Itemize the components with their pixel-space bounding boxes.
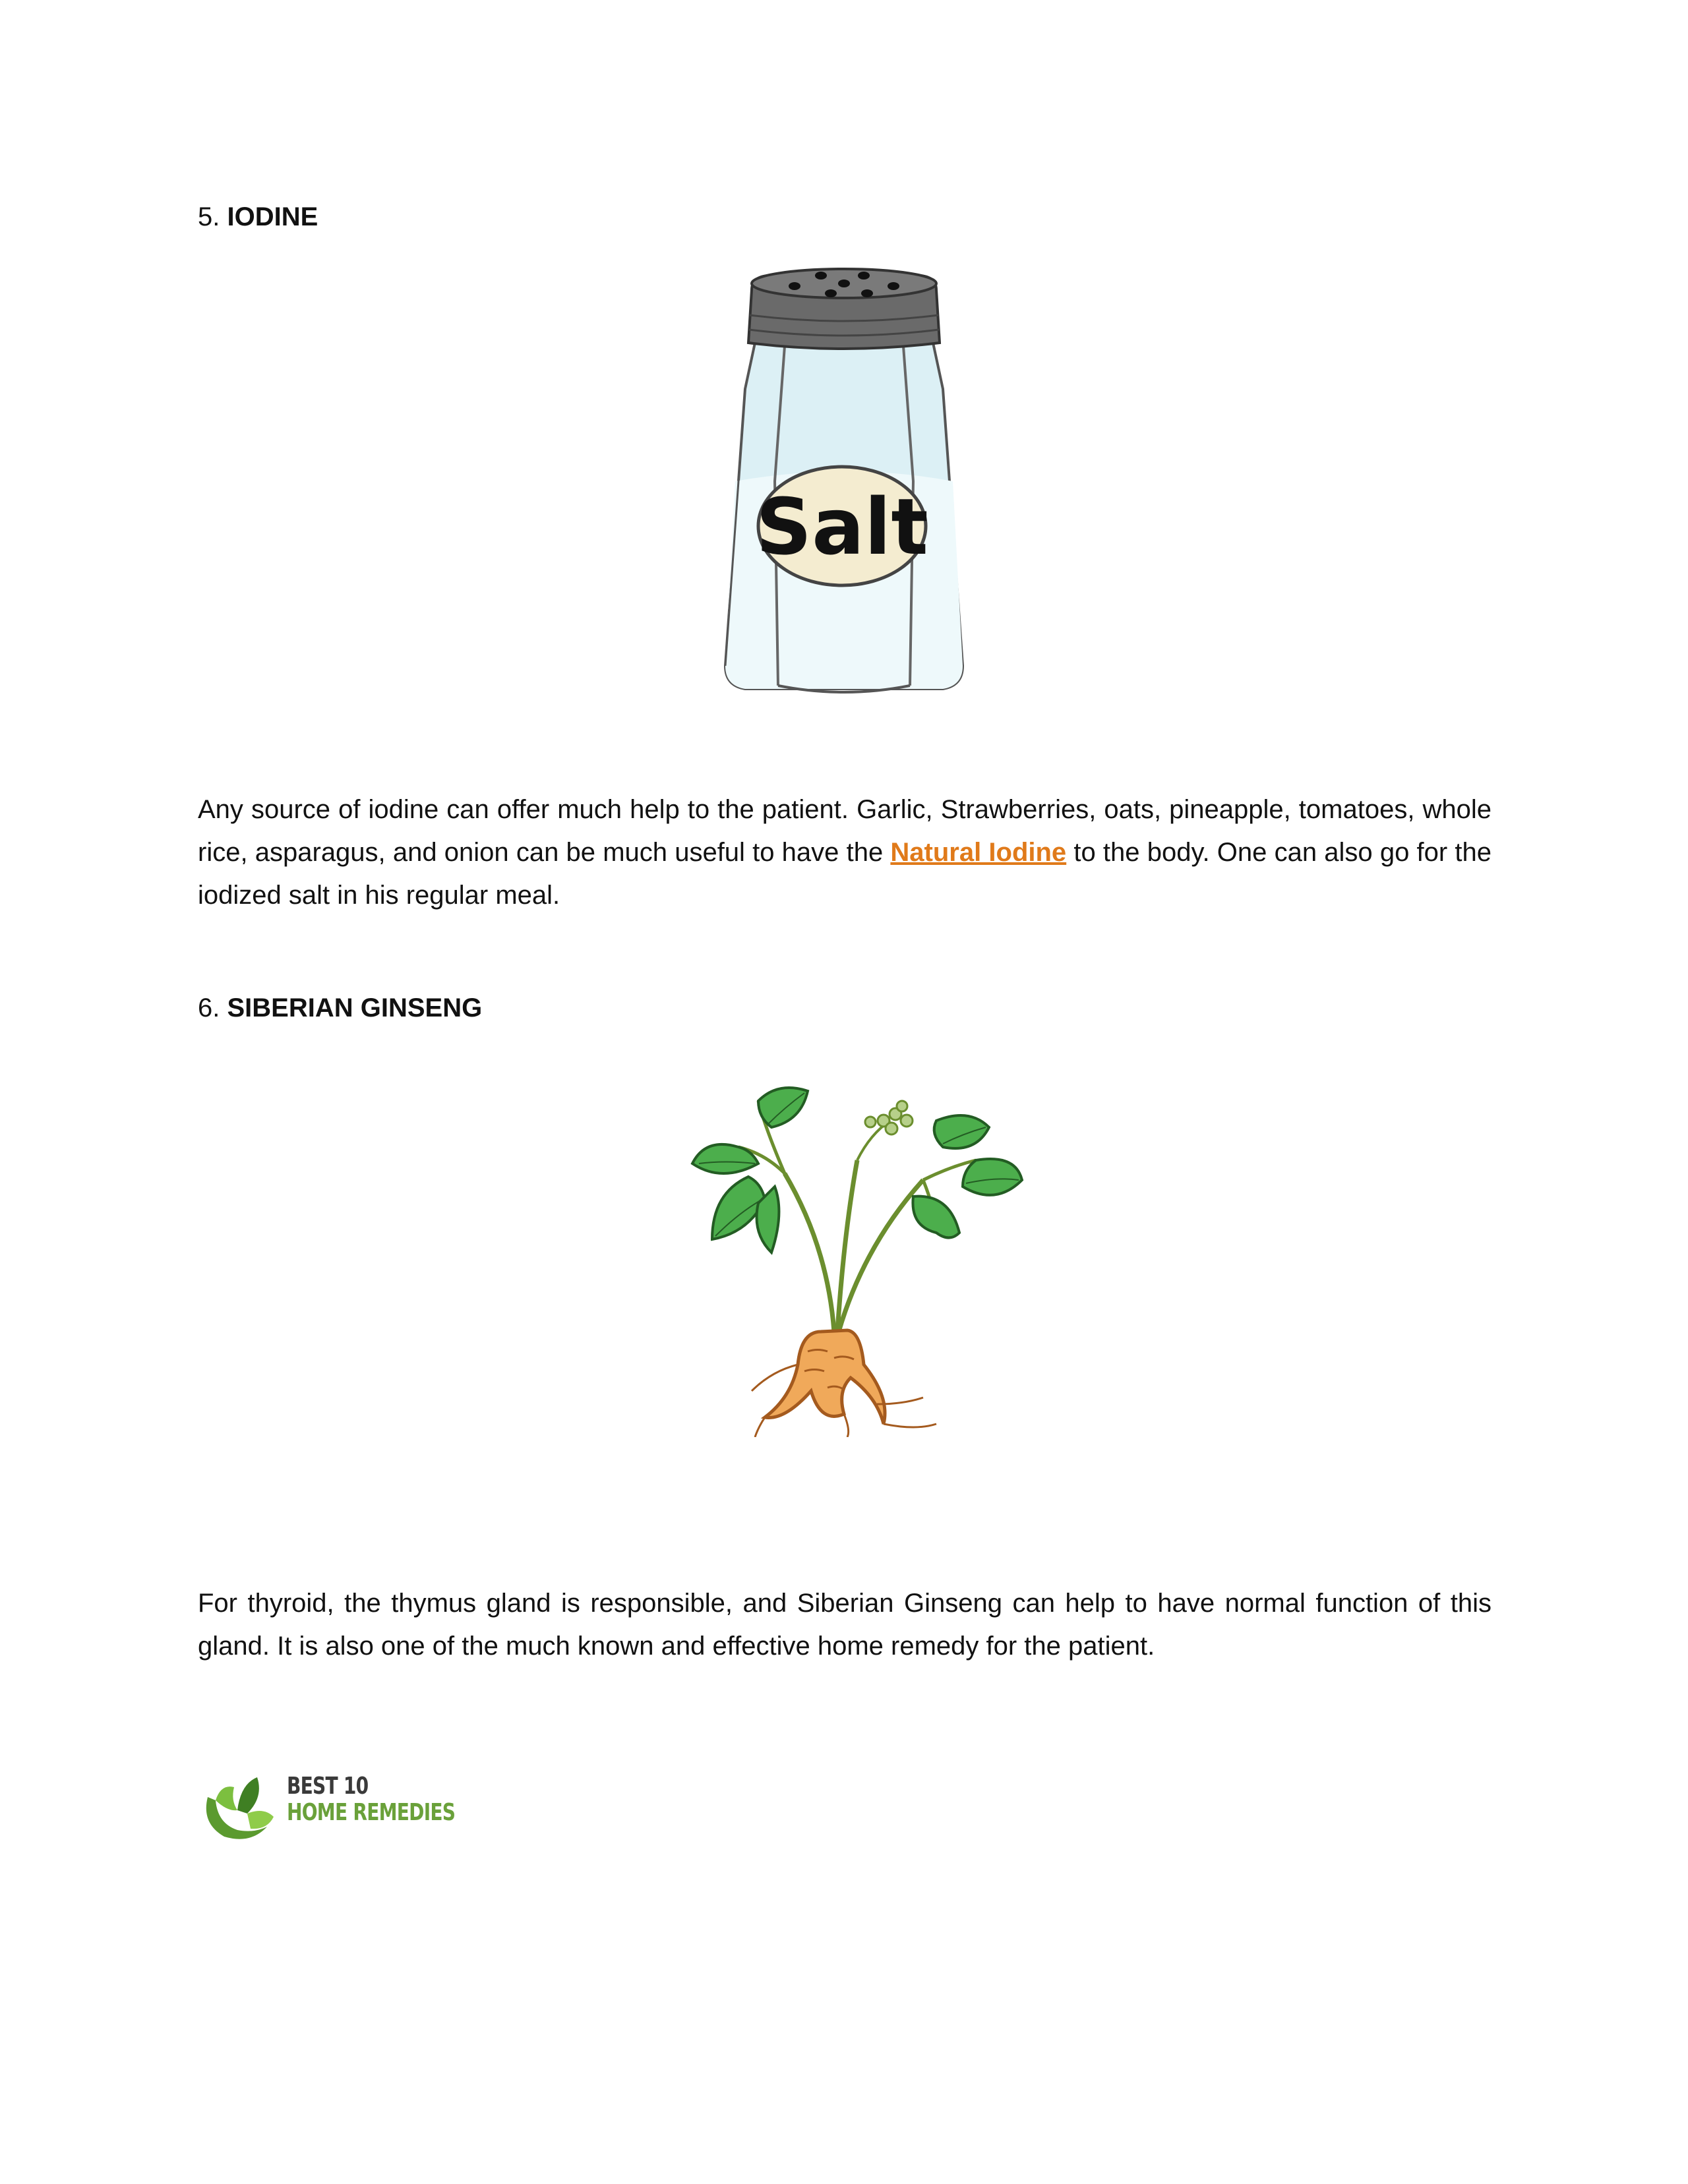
section-6-heading — [198, 992, 482, 1024]
logo-line-1: BEST 10 — [287, 1773, 369, 1800]
section-5-heading — [198, 201, 318, 233]
section-6-number: 6. — [198, 993, 220, 1022]
natural-iodine-link[interactable]: Natural Iodine — [890, 838, 1067, 867]
section-5-paragraph — [198, 788, 1492, 917]
salt-label: Salt — [756, 481, 928, 572]
section-5-text-start: Any source of iodine can offer much help to the patient. Garlic, Strawberries, oats, pineapple, tomatoes, whole rice, asparagus, and onion can be much useful to have the — [198, 795, 1492, 867]
logo-line-2: HOME REMEDIES — [287, 1799, 456, 1826]
hands-leaf-logo-icon — [201, 1771, 280, 1843]
section-5-text-end: to the body. One can also go for the iodized salt in his regular meal. — [198, 838, 1492, 910]
ginseng-root-icon — [686, 1081, 1029, 1437]
section-5-title: IODINE — [227, 202, 318, 231]
salt-shaker-icon — [715, 264, 973, 699]
section-6-title: SIBERIAN GINSENG — [227, 993, 483, 1022]
site-logo[interactable] — [201, 1771, 456, 1843]
logo-text — [287, 1773, 502, 1826]
section-6-paragraph: For thyroid, the thymus gland is responsible, and Siberian Ginseng can help to have normal function of this gland. It is also one of the much known and effective home remedy for the patient. — [198, 1589, 1492, 1661]
section-5-number: 5. — [198, 202, 220, 231]
